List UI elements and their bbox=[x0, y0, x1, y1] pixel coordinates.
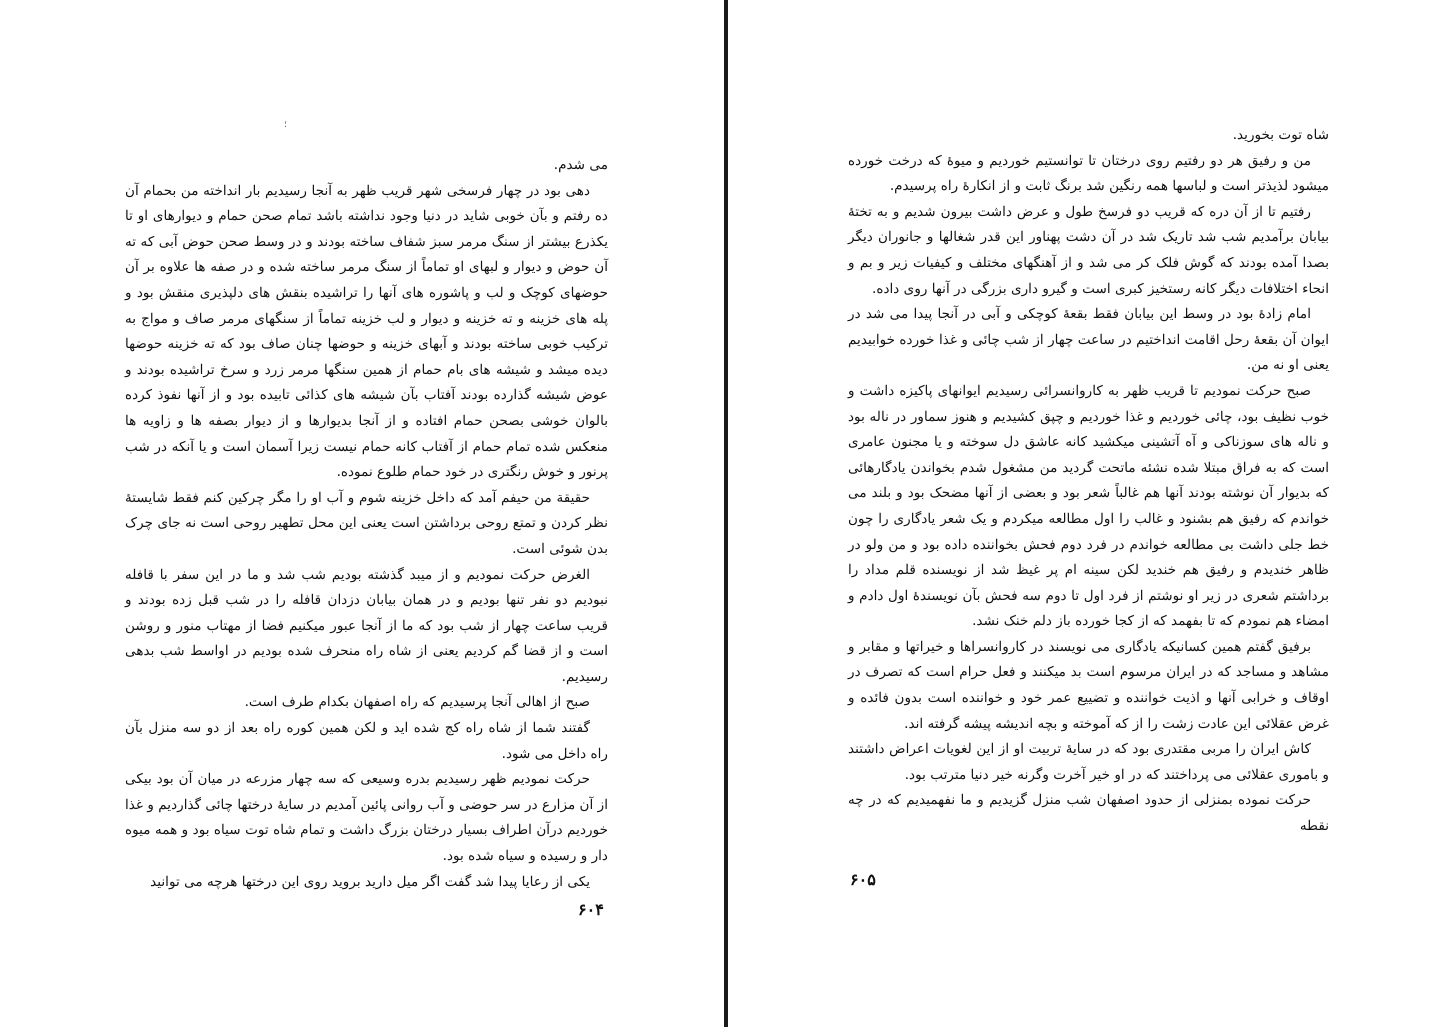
ink-speck: ؛ bbox=[284, 120, 287, 130]
right-page bbox=[848, 123, 1329, 840]
paragraph: یکی از رعایا پیدا شد گفت اگر میل دارید بروید روی این درختها هرچه می توانید bbox=[150, 873, 590, 890]
book-gutter bbox=[724, 0, 728, 1027]
paragraph: شاه توت بخورید. bbox=[1232, 127, 1329, 143]
paragraph: من و رفیق هر دو رفتیم روی درختان تا توانستیم خوردیم و میوهٔ که درخت خورده میشود لذیذتر است و لباسها همه رنگین شد برنگ ثابت و از انکارهٔ راه پرسیدم. bbox=[848, 152, 1329, 195]
paragraph: رفتیم تا از آن دره که قریب دو فرسخ طول و عرض داشت بیرون شدیم و به تختهٔ بیابان برآمدیم شب شد تاریک شد در آن دشت پهناور این قدر شغالها و جانوران دیگر بصدا آمده بودند که گوش فلک کر می شد و از آهنگهای مختلف و کیفیات زیر و بم و انحاء اختلافات دیگر کانه رستخیز کبری است و گیرو داری بزرگی در آنها روی داده. bbox=[848, 203, 1329, 297]
paragraph: گفتند شما از شاه راه کج شده اید و لکن همین کوره راه بعد از دو سه منزل بآن راه داخل می شود. bbox=[125, 720, 608, 762]
paragraph: کاش ایران را مربی مقتدری بود که در سایهٔ تربیت او از این لغویات اعراض داشتند و باموری عقلائی می پرداختند که در او خیر آخرت وگرنه خیر دنیا مترتب بود. bbox=[848, 741, 1329, 783]
paragraph: صبح از اهالی آنجا پرسیدیم که راه اصفهان بکدام طرف است. bbox=[244, 694, 590, 711]
paragraph: حرکت نموده بمنزلی از حدود اصفهان شب منزل گزیدیم و ما نفهمیدیم که در چه نقطه bbox=[848, 792, 1329, 835]
paragraph: امام زادهٔ بود در وسط این بیابان فقط بقعهٔ کوچکی و آبی در آنجا پیدا می شد در ایوان آن بقعهٔ رحل اقامت انداختیم در ساعت چهار از شب چائی و غذا خورده خوابیدیم یعنی او نه من. bbox=[848, 306, 1329, 374]
paragraph: برفیق گفتم همین کسانیکه یادگاری می نویسند در کاروانسراها و خیراتها و مقابر و مشاهد و مساجد که در ایران مرسوم است بد میکنند و فعل حرام است که تصرف در اوقاف و خرابی آنها و اذیت خواننده و تضییع عمر خود و خواننده است بدون فائده و غرض عقلائی این عادت زشت را از که آموخته و بچه اندیشه پیشه گرفته اند. bbox=[848, 638, 1329, 732]
paragraph: دهی بود در چهار فرسخی شهر قریب ظهر به آنجا رسیدیم بار انداخته من بحمام آن ده رفتم و بآن خوبی شاید در دنیا وجود نداشته باشد تمام صحن حمام و دیوارهای او تا یکذرع بیشتر از سنگ مرمر سبز شفاف ساخته بودند و در وسط صحن حوض آبی که ته آن حوض و دیوار و لبهای او تماماً از سنگ مرمر ساخته شده و در صفه ها علاوه بر آن حوضهای کوچک و لب و پاشوره های آنها را تراشیده بنقش های دلپذیری منقش بود و پله های خزینه و ته خزینه و دیوار و لب خزینه تماماً از سنگهای مرمر صاف و مواج به ترکیب خوبی ساخته بودند و آبهای خزینه و حوضها چنان صاف بود که ته خزینه حوضها دیده میشد و شیشه های بام حمام از همین سنگها مرمر زرد و سرخ تراشیده بودند و عوض شیشه گذارده بودند آفتاب بآن شیشه های کذائی تابیده بود و از آنها نفوذ کرده بالوان خوشی بصحن حمام افتاده و از آنجا بدیوارها و از دیوار بصفه ها و زاویه ها منعکس شده تمام حمام از آفتاب کانه حمام نیست زیرا آسمان است و یا آنکه در شب پرنور و خوش رنگتری در خود حمام طلوع نموده. bbox=[125, 182, 608, 481]
paragraph: حرکت نمودیم ظهر رسیدیم بدره وسیعی که سه چهار مزرعه در میان آن بود بیکی از آن مزارع در سر حوضی و آب روانی پائین آمدیم در سایهٔ درختها چائی گذاردیم و غذا خوردیم درآن اطراف بسیار درختان بزرگ داشت و تمام شاه توت سیاه بود و همه میوه دار و رسیده و سیاه شده بود. bbox=[125, 771, 608, 865]
paragraph: الغرض حرکت نمودیم و از میبد گذشته بودیم شب شد و ما در این سفر با قافله نبودیم دو نفر تنها بودیم و در همان بیابان دزدان قافله را در شب قبل زده بودند و قریب ساعت چهار از شب بود که ما از آنجا عبور میکنیم فضا از مهتاب منور و روشن است و از قضا گم کردیم یعنی از شاه راه منحرف شده بودیم در اواسط شب بدهی رسیدیم. bbox=[125, 566, 608, 685]
paragraph: صبح حرکت نمودیم تا قریب ظهر به کاروانسرائی رسیدیم ایوانهای پاکیزه داشت و خوب نظیف بود، چائی خوردیم و غذا خوردیم و چپق کشیدیم و هنوز سماور در ناله بود و ناله های سوزناکی و آه آتشینی میکشید کانه عاشق دل سوخته و یا مجنون عامری است که به فراق مبتلا شده نشئه ماتحت گردید من مشغول شدم بخواندن یادگارهائی که بدیوار آن نوشته بودند آنها هم غالباً شعر بود و بعضی از آنها مضحک بود و بلند می خواندم که رفیق هم بشنود و غالب را اول مطالعه میکردم و یک شعر یادگاری را چون خط جلی داشت بی مطالعه خواندم در فرد دوم فحش بخواننده داده بود و من ولو در ظاهر خندیدم و رفیق هم خندید لکن سینه ام پر غیظ شد از نویسنده قلم مداد را برداشتم شعری در زیر او نوشتم از فرد اول تا دوم سه فحش بآن نویسندهٔ اول دادم و امضاء هم نمودم که تا بفهمد که از کجا خورده باز دلم خنک نشد. bbox=[848, 382, 1329, 630]
paragraph: حقیقة من حیفم آمد که داخل خزینه شوم و آب او را مگر چرکین کنم فقط شایستهٔ نظر کردن و تمتع روحی برداشتن است یعنی این محل تطهیر روحی است نه جای چرک بدن شوئی است. bbox=[125, 489, 608, 557]
page-number: ۶۰۵ bbox=[850, 870, 876, 889]
paragraph: می شدم. bbox=[553, 157, 608, 173]
left-page bbox=[125, 153, 608, 895]
page-number: ۶۰۴ bbox=[578, 900, 604, 919]
